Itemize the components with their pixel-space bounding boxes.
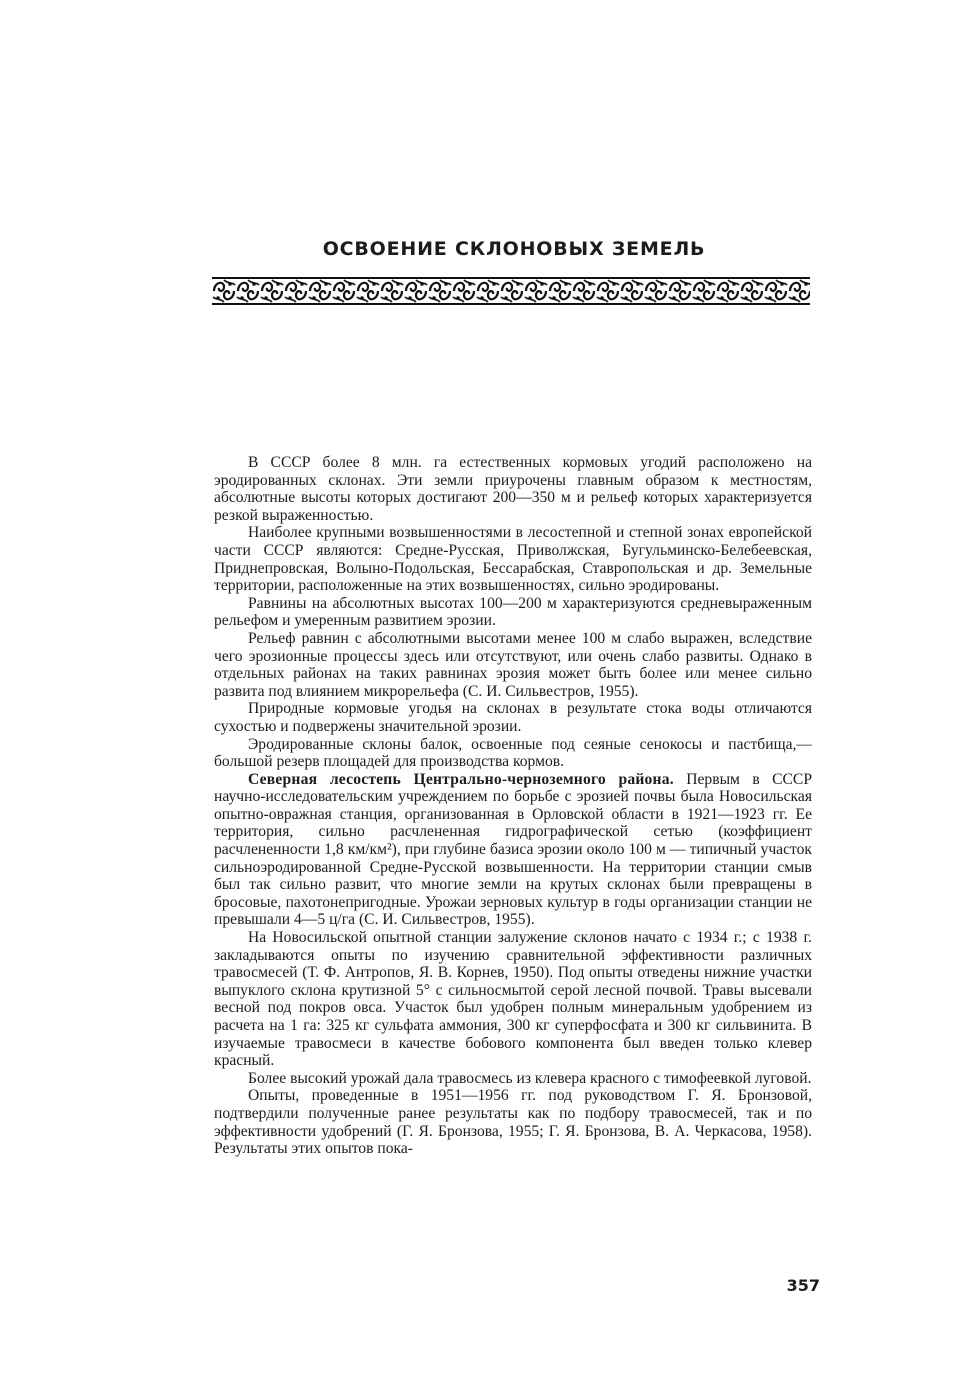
paragraph-text: Равнины на абсолютных высотах 100—200 м характеризуются средневыраженным рельефом и умеренным развитием эрозии. bbox=[214, 594, 812, 630]
paragraph-text: Эродированные склоны балок, освоенные под сеяные сенокосы и пастбища,— большой резерв площадей для производства кормов. bbox=[214, 735, 812, 771]
paragraph bbox=[214, 1087, 812, 1157]
paragraph-text: Наиболее крупными возвышенностями в лесостепной и степной зонах европейской части СССР являются: Средне-Русская, Приволжская, Бугульминско-Белебеевская, Приднепровская, Волыно-Подольская, Бессарабская, Ставропольская и др. Земельные территории, расположенные на этих возвышенностях, сильно эродированы. bbox=[214, 524, 812, 595]
section-lead-heading: Северная лесостепь Центрально-черноземного района. bbox=[248, 770, 674, 788]
paragraph bbox=[214, 454, 812, 524]
paragraph bbox=[214, 700, 812, 735]
paragraph bbox=[214, 736, 812, 771]
paragraph-text: В СССР более 8 млн. га естественных кормовых угодий расположено на эродированных склонах. Эти земли приурочены главным образом к местностям, абсолютные высоты которых достигают 200—350 м и рельеф которых характеризуется резкой выраженностью. bbox=[214, 454, 812, 524]
paragraph-text: На Новосильской опытной станции залужение склонов начато с 1934 г.; с 1938 г. закладываются опыты по изучению сравнительной эффективности различных травосмесей (Т. Ф. Антропов, Я. В. Корнев, 1950). Под опыты отведены нижние участки выпуклого склона крутизной 5° с сильносмытой серой лесной почвой. Травы высевали весной под покров овса. Участок был удобрен полным минеральным удобрением из расчета на 1 га: 325 кг сульфата аммония, 300 кг суперфосфата и 300 кг сильвинита. В изучаемые травосмеси в качестве бобового компонента был введен только клевер красный. bbox=[214, 929, 812, 1070]
paragraph bbox=[214, 630, 812, 700]
paragraph-text: Рельеф равнин с абсолютными высотами менее 100 м слабо выражен, вследствие чего эрозионные процессы здесь или отсутствуют, или очень слабо развиты. Однако в отдельных районах на таких равнинах эрозия может быть более или менее сильно развита под влиянием микрорельефа (С. И. Сильвестров, 1955). bbox=[214, 629, 812, 700]
paragraph bbox=[214, 929, 812, 1070]
ornamental-border-icon bbox=[212, 276, 810, 306]
paragraph-text: Более высокий урожай дала травосмесь из клевера красного с тимофеевкой луговой. bbox=[248, 1069, 812, 1087]
paragraph bbox=[214, 524, 812, 594]
article-body bbox=[214, 454, 812, 1158]
paragraph bbox=[214, 771, 812, 929]
page-title: ОСВОЕНИЕ СКЛОНОВЫХ ЗЕМЕЛЬ bbox=[322, 238, 706, 260]
paragraph-text: Опыты, проведенные в 1951—1956 гг. под руководством Г. Я. Бронзовой, подтвердили полученные ранее результаты как по подбору травосмесей, так и по эффективности удобрений (Г. Я. Бронзова, 1955; Г. Я. Бронзова, В. А. Черкасова, 1958). Результаты этих опытов пока- bbox=[214, 1087, 812, 1158]
paragraph-text: Первым в СССР научно-исследовательским учреждением по борьбе с эрозией почвы была Новосильская опытно-овражная станция, организованная в Орловской области в 1921—1923 гг. Ее территория, сильно расчлененная гидрографической сетью (коэффициент расчлененности 1,8 км/км²), при глубине базиса эрозии около 100 м — типичный участок сильноэродированной Средне-Русской возвышенности. На территории станции смыв был так сильно развит, что многие земли на крутых склонах были превращены в бросовые, пахотонепригодные. Урожаи зерновых культур в годы организации станции не превышали 4—5 ц/га (С. И. Сильвестров, 1955). bbox=[214, 770, 812, 929]
paragraph bbox=[214, 1070, 812, 1088]
paragraph-text: Природные кормовые угодья на склонах в результате стока воды отличаются сухостью и подвержены значительной эрозии. bbox=[214, 700, 812, 735]
page-number: 357 bbox=[786, 1276, 820, 1295]
paragraph bbox=[214, 595, 812, 630]
